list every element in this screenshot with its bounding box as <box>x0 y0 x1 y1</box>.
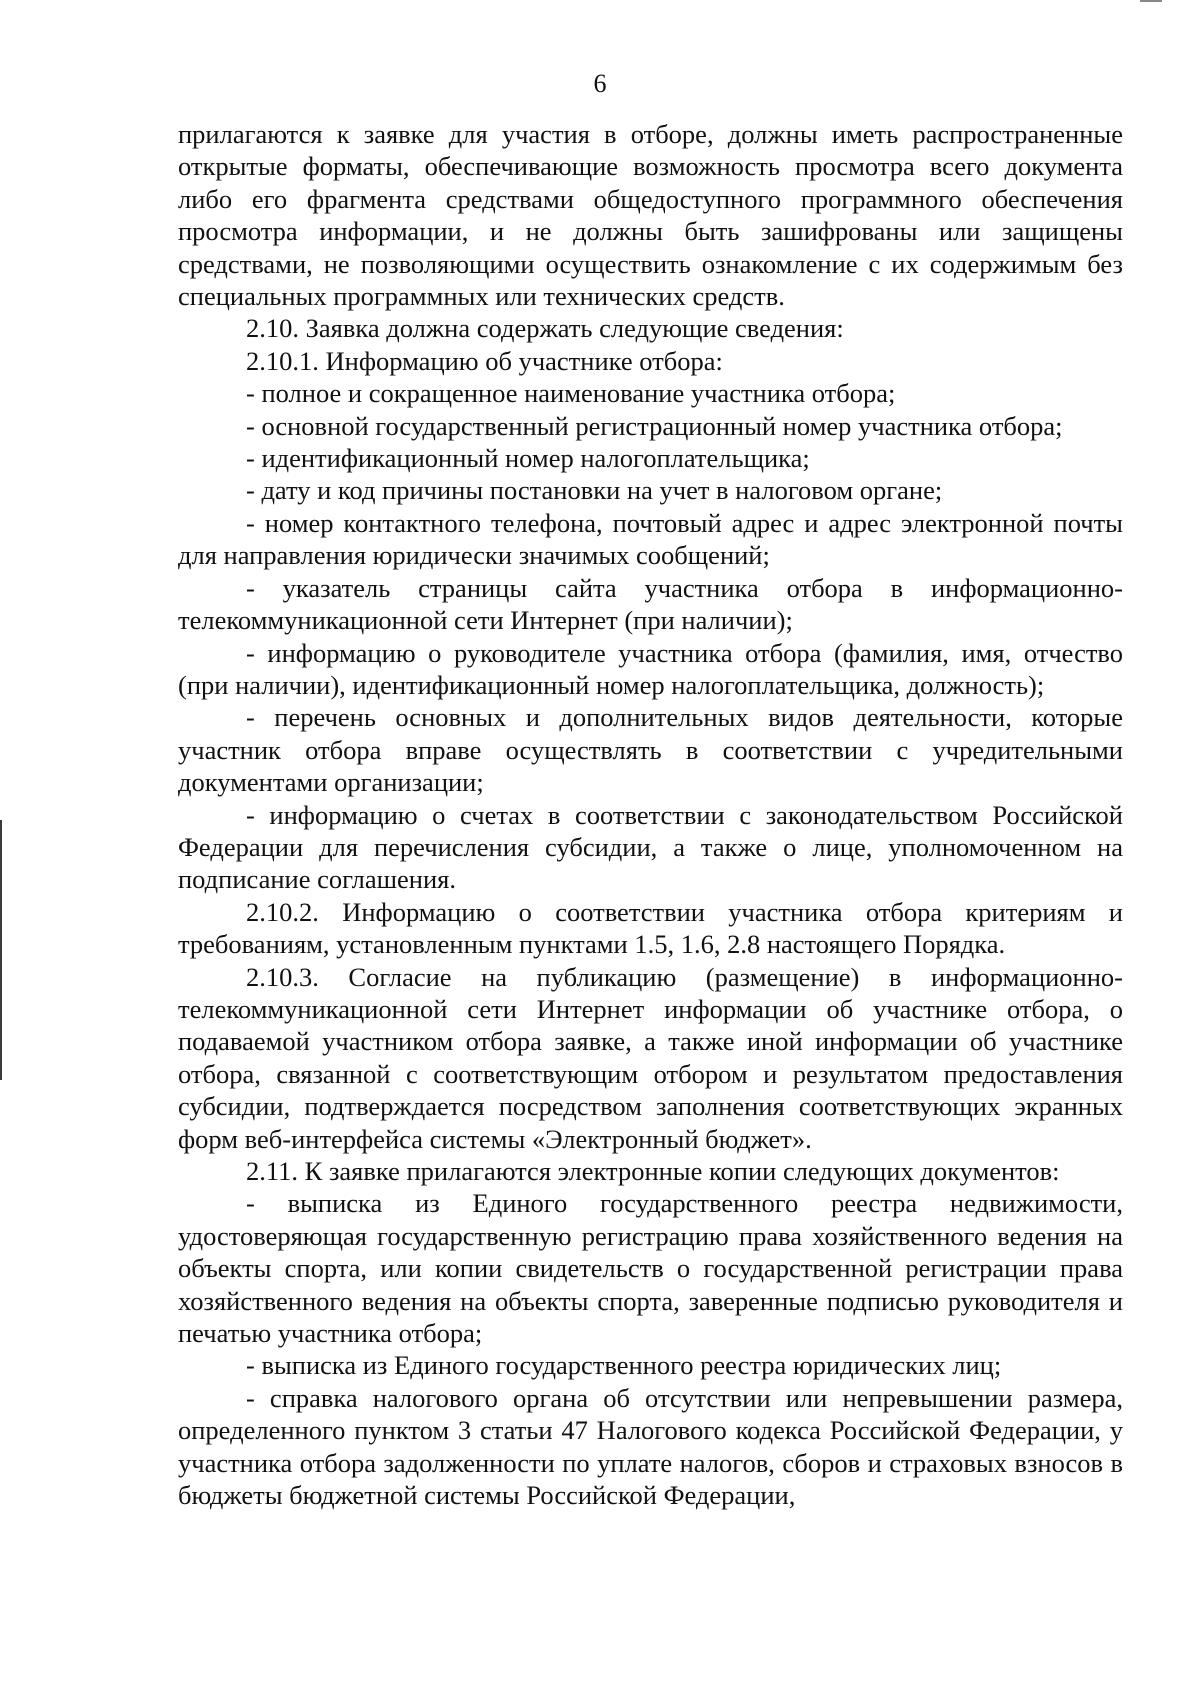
list-item: - полное и сокращенное наименование участника отбора; <box>246 378 896 409</box>
scan-left-edge-line <box>0 820 2 1080</box>
paragraph: 2.10. Заявка должна содержать следующие сведения: <box>246 313 844 344</box>
list-item: - справка налогового органа об отсутствии или непревышении размера, определенного пунктом 3 статьи 47 Налогового кодекса Российской Федерации, у участника отбора задолженности по уплате налогов, сборов и страховых взносов в бюджеты бюджетной системы Российской Федерации, <box>178 1382 1123 1511</box>
scan-corner-mark <box>1140 0 1162 2</box>
list-item: - информацию о руководителе участника отбора (фамилия, имя, отчество (при наличии), идентификационный номер налогоплательщика, должность); <box>178 637 1123 700</box>
list-item: - основной государственный регистрационный номер участника отбора; <box>246 410 1063 441</box>
list-item: - дату и код причины постановки на учет в налоговом органе; <box>246 475 943 506</box>
list-item: - номер контактного телефона, почтовый адрес и адрес электронной почты для направления юридически значимых сообщений; <box>178 507 1123 571</box>
list-item: - информацию о счетах в соответствии с законодательством Российской Федерации для перечисления субсидии, а также о лице, уполномоченном на подписание соглашения. <box>178 799 1123 895</box>
paragraph: 2.10.3. Согласие на публикацию (размещение) в информационно-телекоммуникационной сети Интернет информации об участнике отбора, о подаваемой участником отбора заявке, а также иной информации об участнике отбора, связанной с соответствующим отбором и результатом предоставления субсидии, подтверждается посредством заполнения соответствующих экранных форм веб-интерфейса системы «Электронный бюджет». <box>178 961 1123 1154</box>
list-item: - идентификационный номер налогоплательщика; <box>246 443 810 474</box>
paragraph: 2.10.2. Информацию о соответствии участника отбора критериям и требованиям, установленным пунктами 1.5, 1.6, 2.8 настоящего Порядка. <box>178 896 1123 960</box>
list-item: - выписка из Единого государственного реестра юридических лиц; <box>246 1350 1002 1381</box>
paragraph: 2.11. К заявке прилагаются электронные копии следующих документов: <box>246 1156 1060 1186</box>
list-item: - выписка из Единого государственного реестра недвижимости, удостоверяющая государственную регистрацию права хозяйственного ведения на объекты спорта, или копии свидетельств о государственной регистрации права хозяйственного ведения на объекты спорта, заверенные подписью руководителя и печатью участника отбора; <box>178 1188 1123 1349</box>
list-item: - указатель страницы сайта участника отбора в информационно-телекоммуникационной сети Интернет (при наличии); <box>178 572 1123 636</box>
paragraph: 2.10.1. Информацию об участнике отбора: <box>246 345 723 376</box>
document-body <box>178 118 1123 1511</box>
list-item: - перечень основных и дополнительных видов деятельности, которые участник отбора вправе осуществлять в соответствии с учредительными документами организации; <box>178 702 1123 798</box>
page-number: 6 <box>593 69 607 98</box>
paragraph: прилагаются к заявке для участия в отборе, должны иметь распространенные открытые форматы, обеспечивающие возможность просмотра всего документа либо его фрагмента средствами общедоступного программного обеспечения просмотра информации, и не должны быть зашифрованы или защищены средствами, не позволяющими осуществить ознакомление с их содержимым без специальных программных или технических средств. <box>178 119 1123 312</box>
